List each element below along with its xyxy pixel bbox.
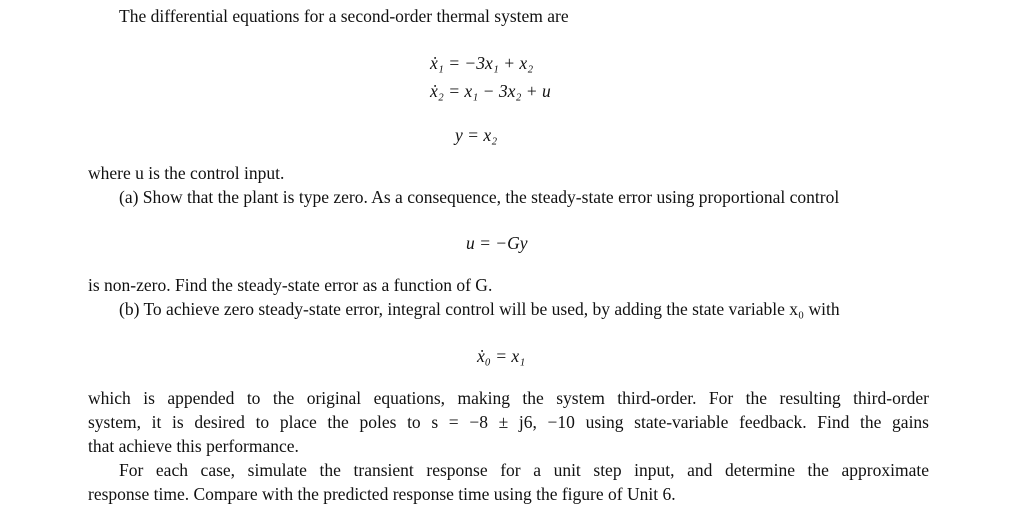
control-law-equation: u = −Gy: [466, 233, 528, 253]
part-b-line-3: system, it is desired to place the poles to s = −8 ± j6, −10 using state-variable feedback. Find the gains: [88, 412, 929, 432]
intro-text: The differential equations for a second-order thermal system are: [119, 6, 569, 26]
where-text: where u is the control input.: [88, 163, 285, 183]
closing-line-2: response time. Compare with the predicted response time using the figure of Unit 6.: [88, 484, 676, 504]
equation-output: y = x₂: [455, 125, 498, 145]
equation-x2-dot: ẋ₂ = x₁ − 3x₂ + u: [430, 81, 551, 101]
equation-x1-dot: ẋ₁ = −3x₁ + x₂: [430, 53, 534, 73]
part-b-line-2: which is appended to the original equations, making the system third-order. For the resulting third-order: [88, 388, 929, 408]
integral-state-equation: ẋ₀ = x₁: [477, 346, 526, 366]
closing-line-1: For each case, simulate the transient response for a unit step input, and determine the approximate: [119, 460, 929, 480]
part-a-line-1: (a) Show that the plant is type zero. As a consequence, the steady-state error using proportional control: [119, 187, 840, 207]
part-a-line-2: is non-zero. Find the steady-state error as a function of G.: [88, 275, 493, 295]
part-b-line-4: that achieve this performance.: [88, 436, 299, 456]
part-b-line-1: (b) To achieve zero steady-state error, integral control will be used, by adding the state variable x₀ with: [119, 299, 840, 319]
